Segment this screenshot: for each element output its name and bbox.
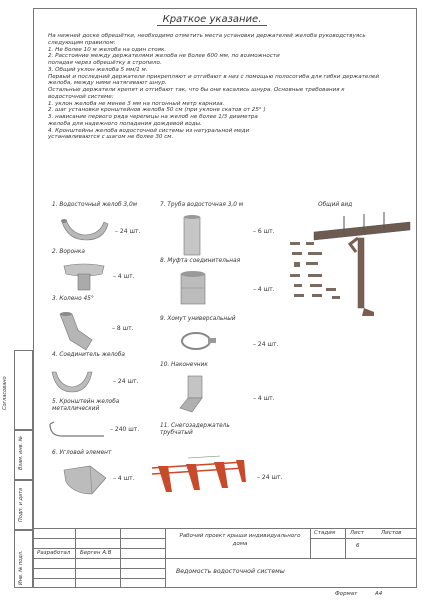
instructions xyxy=(48,33,408,141)
instruction-line: 4. Кронштейны желоба водосточной системы из натуральной меди xyxy=(48,127,250,134)
label-sign-date: Подп. и дата xyxy=(18,487,24,522)
project-name: Рабочий проект крыши индивидуального дома xyxy=(179,533,301,547)
general-view-label: Общий вид xyxy=(318,202,353,208)
clamp-illustration xyxy=(178,330,218,352)
format-label: Формат xyxy=(335,591,358,597)
instruction-line: 3. нависание первого ряда черепицы на желоб не более 1/3 диаметра xyxy=(48,114,258,120)
developed-label: Разработал xyxy=(37,550,71,556)
part-label-funnel: 2. Воронка xyxy=(52,249,85,255)
corner-illustration xyxy=(60,464,110,498)
document-title: Ведомость водосточной системы xyxy=(176,568,285,575)
part-qty-funnel: – 4 шт. xyxy=(113,273,135,280)
part-label-coupling: 8. Муфта соединительная xyxy=(160,258,241,264)
part-label-outlet: 10. Наконечник xyxy=(160,362,208,368)
part-qty-clamp: – 24 шт. xyxy=(253,341,279,348)
part-qty-elbow: – 8 шт. xyxy=(112,325,134,332)
part-qty-corner: – 4 шт. xyxy=(113,475,135,482)
format-value: А4 xyxy=(375,591,383,597)
author-name: Берген А.В xyxy=(80,550,112,556)
sheet-header: Лист xyxy=(350,530,364,536)
part-qty-connector: – 24 шт. xyxy=(113,378,139,385)
instruction-line: попадая через обрешётку в стропило. xyxy=(48,60,162,66)
part-qty-downpipe: – 6 шт. xyxy=(253,228,275,235)
sheet-number: 6 xyxy=(356,543,360,549)
part-label-gutter: 1. Водосточный желоб 3,0м xyxy=(52,202,138,208)
instruction-line: водосточной системе: xyxy=(48,93,114,100)
general-view-illustration xyxy=(284,212,414,316)
part-qty-bracket: – 240 шт. xyxy=(110,426,140,433)
part-label-clamp: 9. Хомут универсальный xyxy=(160,316,236,322)
connector-illustration xyxy=(50,368,94,396)
part-qty-gutter: – 24 шт. xyxy=(115,228,141,235)
elbow-illustration xyxy=(56,310,96,352)
part-label-downpipe: 7. Труба водосточная 3,0 м xyxy=(160,202,244,208)
instruction-line: Первый и последний держатели прикрепляют и отгибают в низ с помощью полосогиба для гибки держателей xyxy=(48,73,379,80)
instruction-line: 2. шаг установки кронштейнов желоба 50 см (при уклоне скатов от 25° ) xyxy=(48,107,266,114)
part-label-corner: 6. Угловой элемент xyxy=(52,450,112,456)
part-qty-outlet: – 4 шт. xyxy=(253,395,275,402)
instruction-line: 2. Расстояние между держателями желоба не более 600 мм, по возможности xyxy=(48,53,280,60)
downpipe-illustration xyxy=(180,214,204,258)
strip-agreed xyxy=(14,350,33,430)
part-label-connector: 4. Соединитель желоба xyxy=(52,352,125,358)
part-qty-coupling: – 4 шт. xyxy=(253,286,275,293)
instruction-line: устанавливаются с шагом не более 30 см. xyxy=(48,134,174,141)
snow-guard-illustration xyxy=(148,452,248,498)
page-title: Краткое указание. xyxy=(0,14,424,25)
instruction-line: На нижней доске обрешётки, необходимо отметить места установки держателей желоба руководствуясь xyxy=(48,33,366,39)
gutter-illustration xyxy=(60,216,110,244)
instruction-line: 1. уклон желоба не менее 3 мм на погонный метр карниза. xyxy=(48,100,225,107)
instruction-line: желоба, между ними натягивают шнур. xyxy=(48,80,167,87)
bracket-illustration xyxy=(48,420,108,440)
sheets-header: Листов xyxy=(381,530,402,536)
label-agreed: Согласовано xyxy=(2,376,8,410)
instruction-line: 1. Не более 10 м желоба на один стояк. xyxy=(48,46,167,53)
part-qty-snow-guard: – 24 шт. xyxy=(257,474,283,481)
funnel-illustration xyxy=(62,262,106,292)
label-inv-replace: Взам. инв. № xyxy=(18,436,24,470)
instruction-line: желоба для надежного попадания дождевой воды. xyxy=(48,120,202,127)
outlet-illustration xyxy=(176,374,212,414)
stage-header: Стадия xyxy=(314,530,336,536)
instruction-line: Остальные держатели крепят и отгибают так, что бы они касались шнура. Основные требования к xyxy=(48,87,345,93)
part-label-bracket: 5. Кронштейн желоба металлический xyxy=(52,399,120,412)
instruction-line: 3. Общий уклон желоба 5 мм/1 м. xyxy=(48,66,148,73)
coupling-illustration xyxy=(176,270,210,308)
label-inv-orig: Инв. № подл. xyxy=(18,550,24,585)
part-label-snow-guard: 11. Снегозадержатель трубчатый xyxy=(160,423,230,436)
instruction-line: следующим правилом: xyxy=(48,39,116,46)
part-label-elbow: 3. Колено 45° xyxy=(52,296,94,302)
